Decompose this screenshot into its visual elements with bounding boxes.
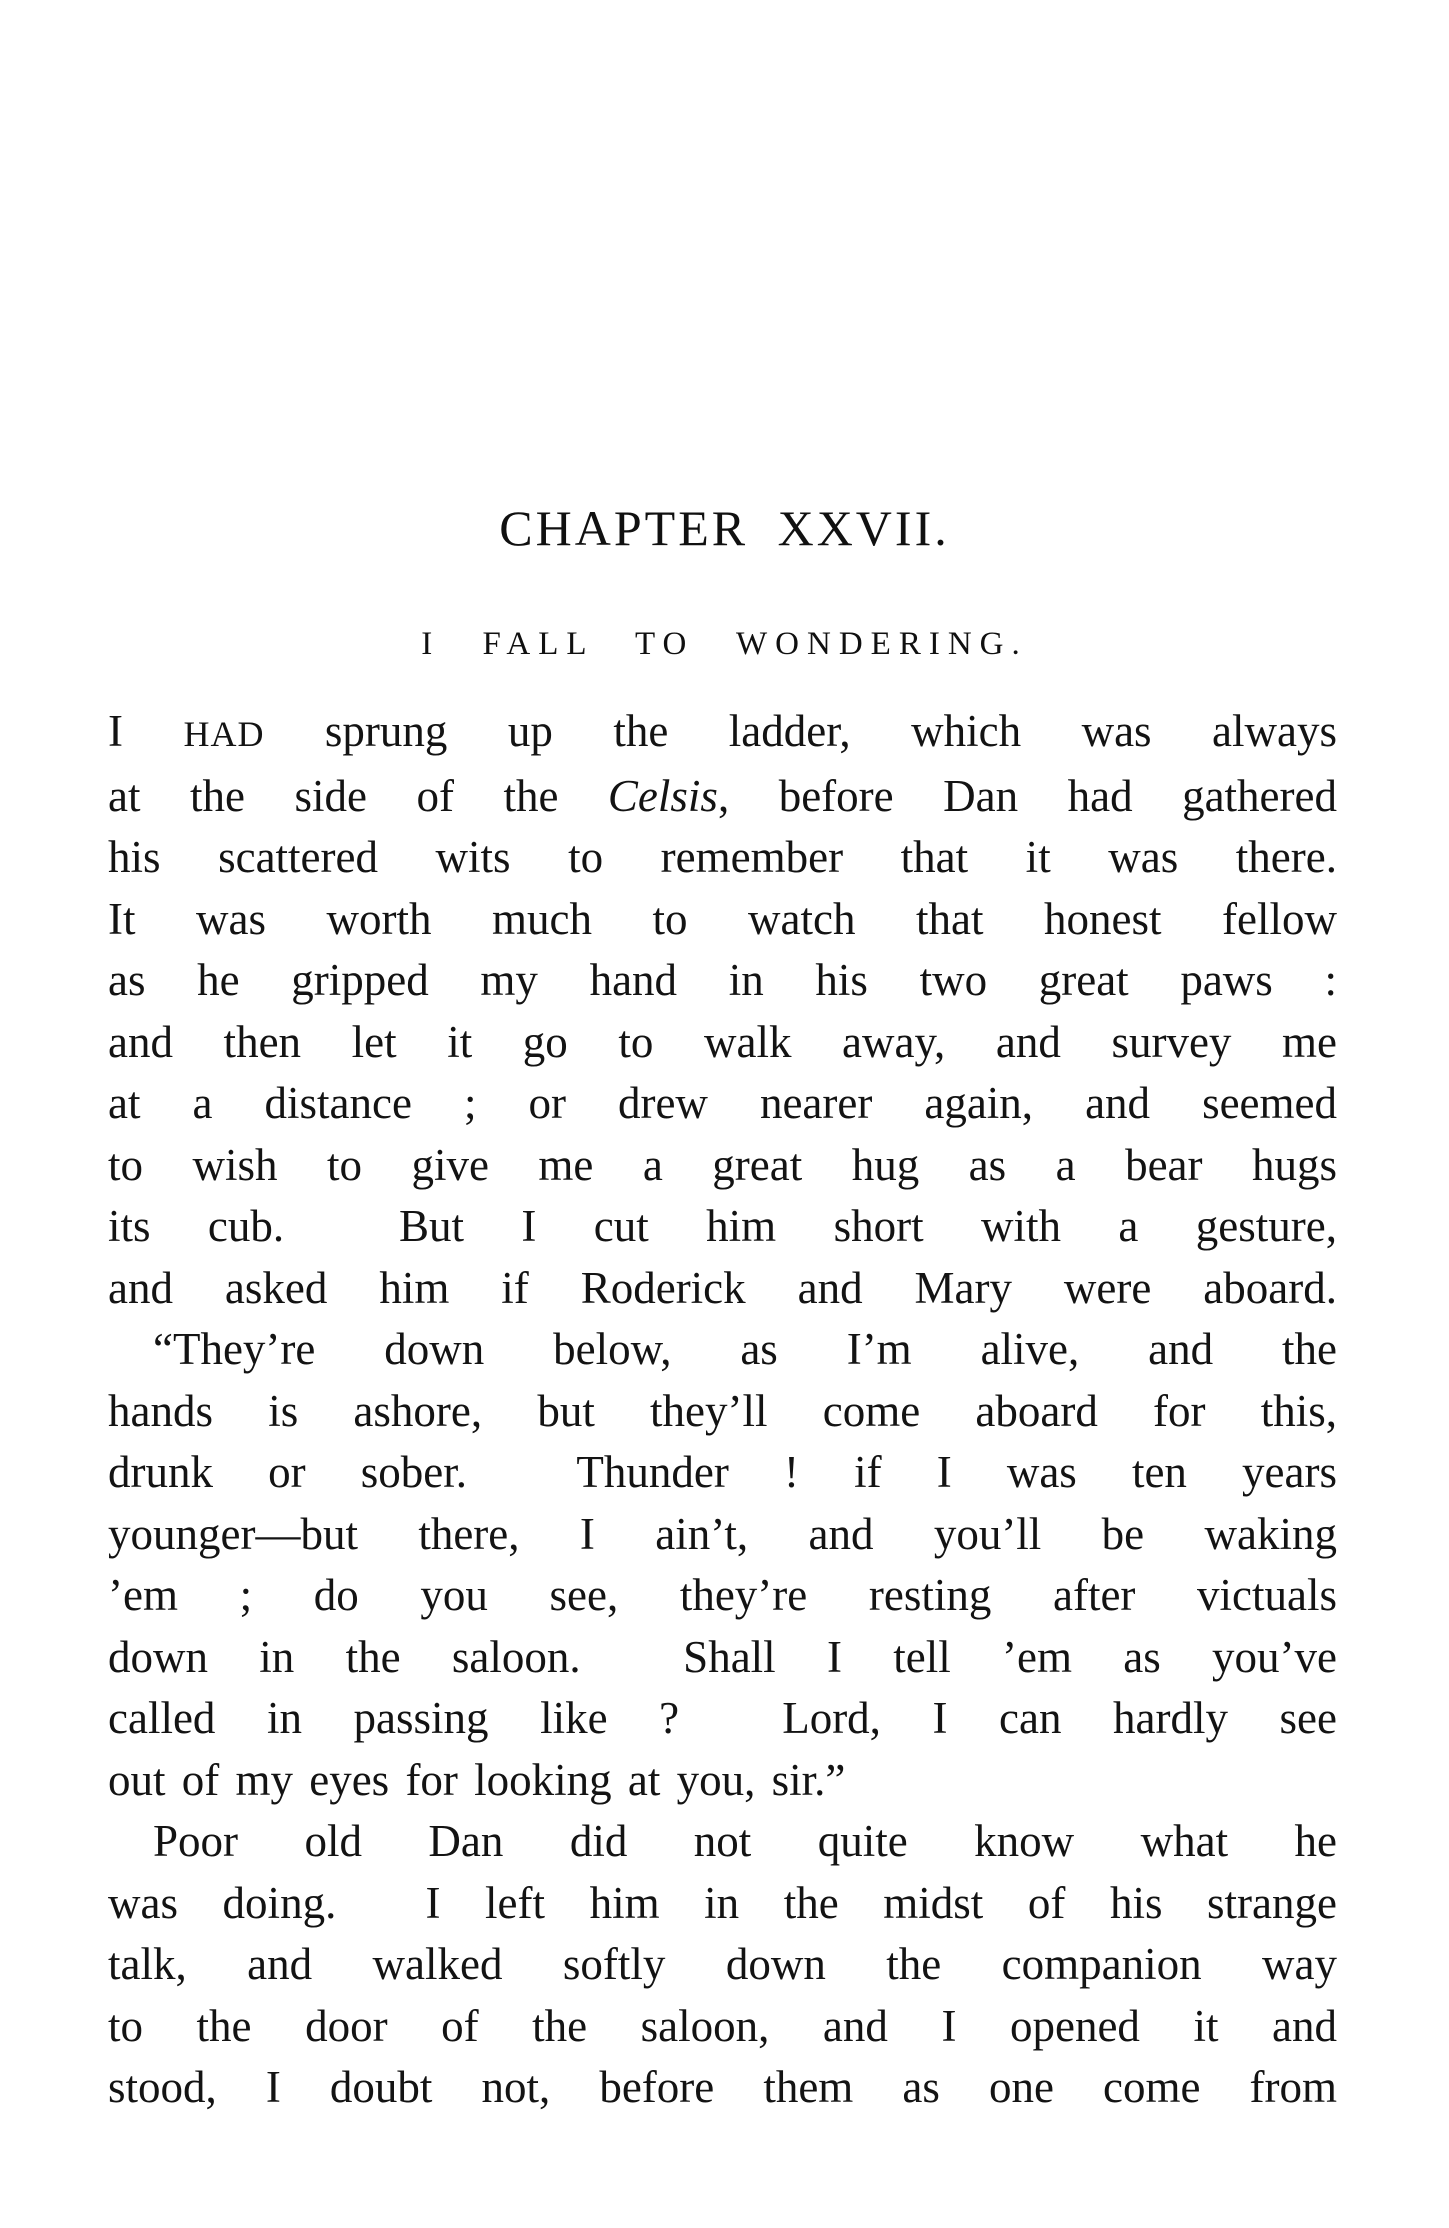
text-line: drunk or sober. Thunder ! if I was ten years bbox=[108, 1447, 1337, 1497]
text-line: and then let it go to walk away, and survey me bbox=[108, 1016, 1337, 1067]
paragraph-2 bbox=[108, 1319, 1337, 1811]
text-line: stood, I doubt not, before them as one come from bbox=[108, 2062, 1337, 2112]
text-line: out of my eyes for looking at you, sir.” bbox=[108, 1754, 846, 1805]
text-line: to wish to give me a great hug as a bear hugs bbox=[108, 1139, 1337, 1190]
body-text bbox=[108, 701, 1337, 2119]
text-line: Poor old Dan did not quite know what he bbox=[153, 1816, 1337, 1866]
text-line: It was worth much to watch that honest fellow bbox=[108, 893, 1337, 944]
paragraph-3 bbox=[108, 1811, 1337, 2119]
chapter-subtitle: I FALL TO WONDERING. bbox=[421, 626, 1028, 662]
text-line: its cub. But I cut him short with a gesture, bbox=[108, 1201, 1337, 1251]
text-line: called in passing like ? Lord, I can hardly see bbox=[108, 1693, 1337, 1743]
text-line: “They’re down below, as I’m alive, and the bbox=[153, 1324, 1337, 1374]
line-text: at the side of the bbox=[108, 770, 608, 821]
text-line: and asked him if Roderick and Mary were aboard. bbox=[108, 1262, 1337, 1313]
ship-name-italic: Celsis bbox=[607, 770, 718, 821]
text-line: hands is ashore, but they’ll come aboard for this, bbox=[108, 1385, 1337, 1436]
line-text: I bbox=[108, 706, 184, 756]
text-line: at a distance ; or drew nearer again, and seemed bbox=[108, 1078, 1337, 1128]
text-line: was doing. I left him in the midst of his strange bbox=[108, 1877, 1337, 1928]
text-line: younger—but there, I ain’t, and you’ll be waking bbox=[108, 1508, 1337, 1559]
text-line: as he gripped my hand in his two great paws : bbox=[108, 955, 1337, 1005]
text-line: his scattered wits to remember that it was there. bbox=[108, 832, 1337, 882]
chapter-heading: CHAPTER XXVII. bbox=[499, 500, 950, 556]
line-text: , before Dan had gathered bbox=[717, 770, 1337, 821]
text-line bbox=[108, 766, 1337, 828]
text-line: down in the saloon. Shall I tell ’em as you’ve bbox=[108, 1631, 1337, 1682]
small-caps-text: HAD bbox=[183, 714, 265, 754]
line-text: sprung up the ladder, which was always bbox=[264, 706, 1337, 756]
text-line: talk, and walked softly down the companion way bbox=[108, 1939, 1337, 1989]
text-line: ’em ; do you see, they’re resting after victuals bbox=[108, 1570, 1337, 1620]
text-line bbox=[108, 701, 1337, 766]
paragraph-1 bbox=[108, 701, 1337, 1319]
text-line: to the door of the saloon, and I opened it and bbox=[108, 2000, 1337, 2051]
